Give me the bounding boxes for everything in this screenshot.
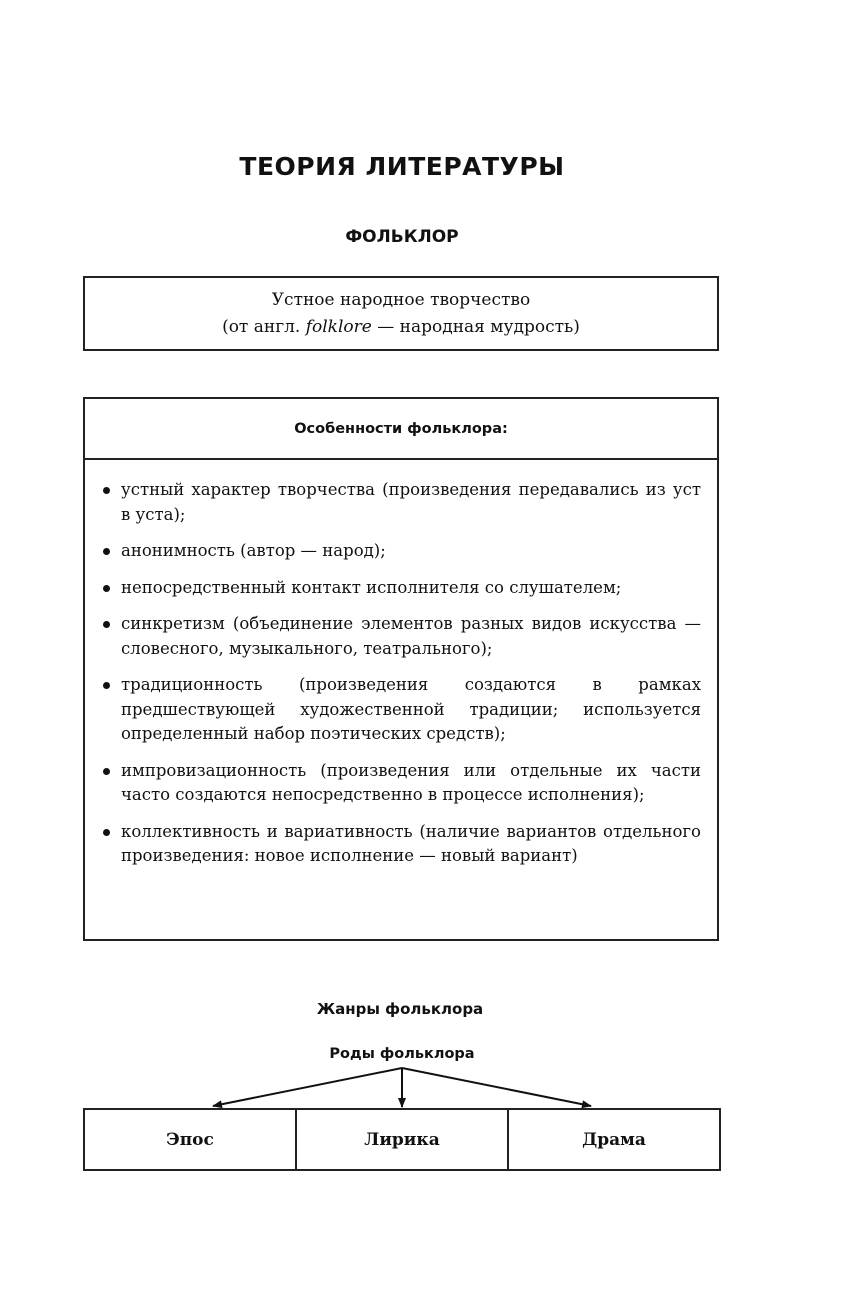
- feature-item: импровизационность (произведения или отдельные их части часто создаются непосредственно в процессе исполнения);: [101, 759, 701, 808]
- genres-root-label: Роды фольклора: [329, 1046, 475, 1062]
- feature-item: синкретизм (объединение элементов разных видов искусства — словесного, музыкального, театрального);: [101, 612, 701, 661]
- genre-cell-drama: Драма: [507, 1110, 719, 1169]
- genres-table: [83, 1108, 721, 1171]
- genre-cell-epos: Эпос: [166, 1129, 214, 1150]
- arrow-to-drama: [402, 1068, 591, 1106]
- feature-item: коллективность и вариативность (наличие вариантов отдельного произведения: новое исполнение — новый вариант): [101, 820, 701, 869]
- arrow-to-epos: [213, 1068, 402, 1106]
- features-heading: Особенности фольклора:: [85, 399, 717, 460]
- genre-cell-lirika: Лирика: [295, 1110, 507, 1169]
- feature-item: устный характер творчества (произведения передавались из уст в уста);: [101, 478, 701, 527]
- definition-term: folklore: [305, 316, 372, 337]
- section-title: ФОЛЬКЛОР: [345, 227, 459, 247]
- definition-suffix: — народная мудрость): [371, 316, 580, 337]
- page-title: ТЕОРИЯ ЛИТЕРАТУРЫ: [239, 152, 565, 181]
- feature-item: традиционность (произведения создаются в рамках предшествующей художественной традиции; используется определенный набор поэтических средств);: [101, 673, 701, 747]
- definition-prefix: (от англ.: [222, 316, 306, 337]
- definition-line-1: Устное народное творчество: [271, 289, 531, 310]
- feature-item: непосредственный контакт исполнителя со слушателем;: [101, 576, 701, 601]
- genres-title: Жанры фольклора: [316, 1000, 484, 1018]
- feature-item: анонимность (автор — народ);: [101, 539, 701, 564]
